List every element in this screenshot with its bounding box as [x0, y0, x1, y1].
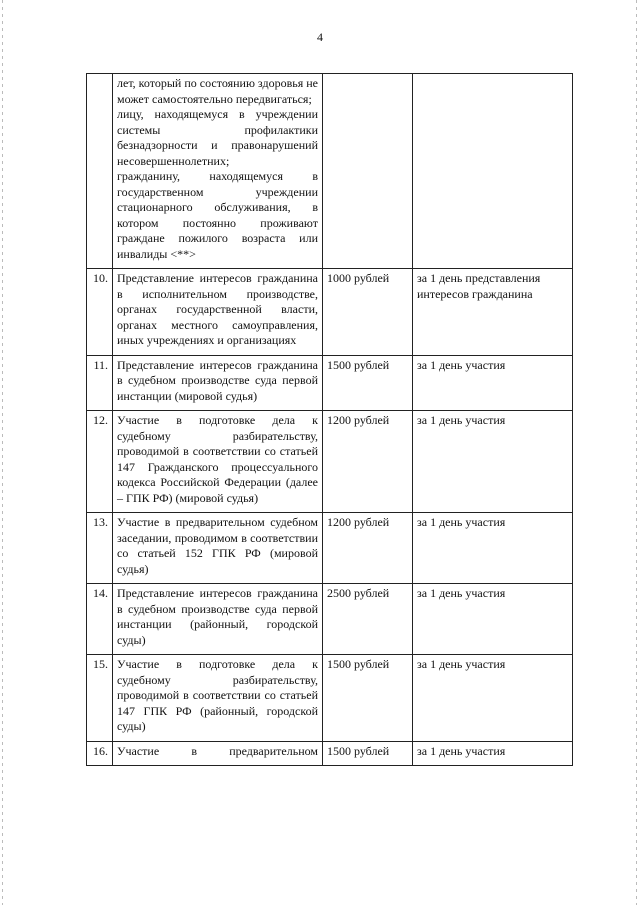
- table-row: [87, 269, 573, 356]
- fee-unit: за 1 день участия: [413, 355, 573, 411]
- service-description: [113, 269, 323, 356]
- fee-unit: за 1 день участия: [413, 655, 573, 742]
- table-row: [87, 741, 573, 766]
- table-row: [87, 74, 573, 269]
- description-paragraph: Представление интересов гражданина в исполнительном производстве, органах государственной власти, органах местного самоуправления, иных учреждениях и организациях: [117, 271, 318, 347]
- service-description: [113, 741, 323, 766]
- row-number: 13.: [87, 513, 113, 584]
- scan-edge-left: [2, 0, 3, 905]
- table-row: [87, 355, 573, 411]
- fee-amount: 1500 рублей: [323, 741, 413, 766]
- description-paragraph: гражданину, находящемуся в государственном учреждении стационарного обслуживания, в котором постоянно проживают граждане пожилого возраста или инвалиды <**>: [117, 169, 318, 261]
- fee-amount: 1000 рублей: [323, 269, 413, 356]
- row-number: [87, 74, 113, 269]
- fee-unit: за 1 день участия: [413, 584, 573, 655]
- fee-unit: [413, 74, 573, 269]
- row-number: 14.: [87, 584, 113, 655]
- scan-edge-right: [636, 0, 637, 905]
- fee-amount: 1500 рублей: [323, 355, 413, 411]
- description-paragraph: лицу, находящемуся в учреждении системы профилактики безнадзорности и правонарушений несовершеннолетних;: [117, 107, 318, 168]
- description-paragraph: Представление интересов гражданина в судебном производстве суда первой инстанции (мировой судья): [117, 357, 318, 403]
- row-number: 16.: [87, 741, 113, 766]
- service-description: [113, 655, 323, 742]
- fee-unit: за 1 день участия: [413, 411, 573, 513]
- table-row: [87, 655, 573, 742]
- row-number: 10.: [87, 269, 113, 356]
- description-paragraph: Участие в подготовке дела к судебному разбирательству, проводимой в соответствии со статьей 147 ГПК РФ (районный, городской суды): [117, 657, 318, 733]
- service-description: [113, 74, 323, 269]
- fee-unit: за 1 день представления интересов гражданина: [413, 269, 573, 356]
- service-description: [113, 355, 323, 411]
- fee-amount: 1500 рублей: [323, 655, 413, 742]
- page-number: 4: [317, 30, 323, 44]
- service-description: [113, 411, 323, 513]
- fee-amount: [323, 74, 413, 269]
- row-number: 11.: [87, 355, 113, 411]
- fee-table-body: [87, 74, 573, 766]
- description-paragraph: Участие в предварительном судебном заседании, проводимом в соответствии со статьей 152 ГПК РФ (мировой судья): [117, 515, 318, 576]
- row-number: 12.: [87, 411, 113, 513]
- fee-unit: за 1 день участия: [413, 513, 573, 584]
- description-paragraph: Участие в предварительном: [117, 743, 318, 758]
- service-description: [113, 584, 323, 655]
- fee-amount: 1200 рублей: [323, 513, 413, 584]
- description-paragraph: Представление интересов гражданина в судебном производстве суда первой инстанции (районный, городской суды): [117, 586, 318, 647]
- service-description: [113, 513, 323, 584]
- table-row: [87, 411, 573, 513]
- fee-table: [86, 73, 573, 766]
- fee-amount: 1200 рублей: [323, 411, 413, 513]
- row-number: 15.: [87, 655, 113, 742]
- fee-unit: за 1 день участия: [413, 741, 573, 766]
- fee-amount: 2500 рублей: [323, 584, 413, 655]
- description-paragraph: лет, который по состоянию здоровья не может самостоятельно передвигаться;: [117, 76, 318, 106]
- description-paragraph: Участие в подготовке дела к судебному разбирательству, проводимой в соответствии со статьей 147 Гражданского процессуального кодекса Российской Федерации (далее – ГПК РФ) (мировой судья): [117, 413, 318, 505]
- table-row: [87, 513, 573, 584]
- table-row: [87, 584, 573, 655]
